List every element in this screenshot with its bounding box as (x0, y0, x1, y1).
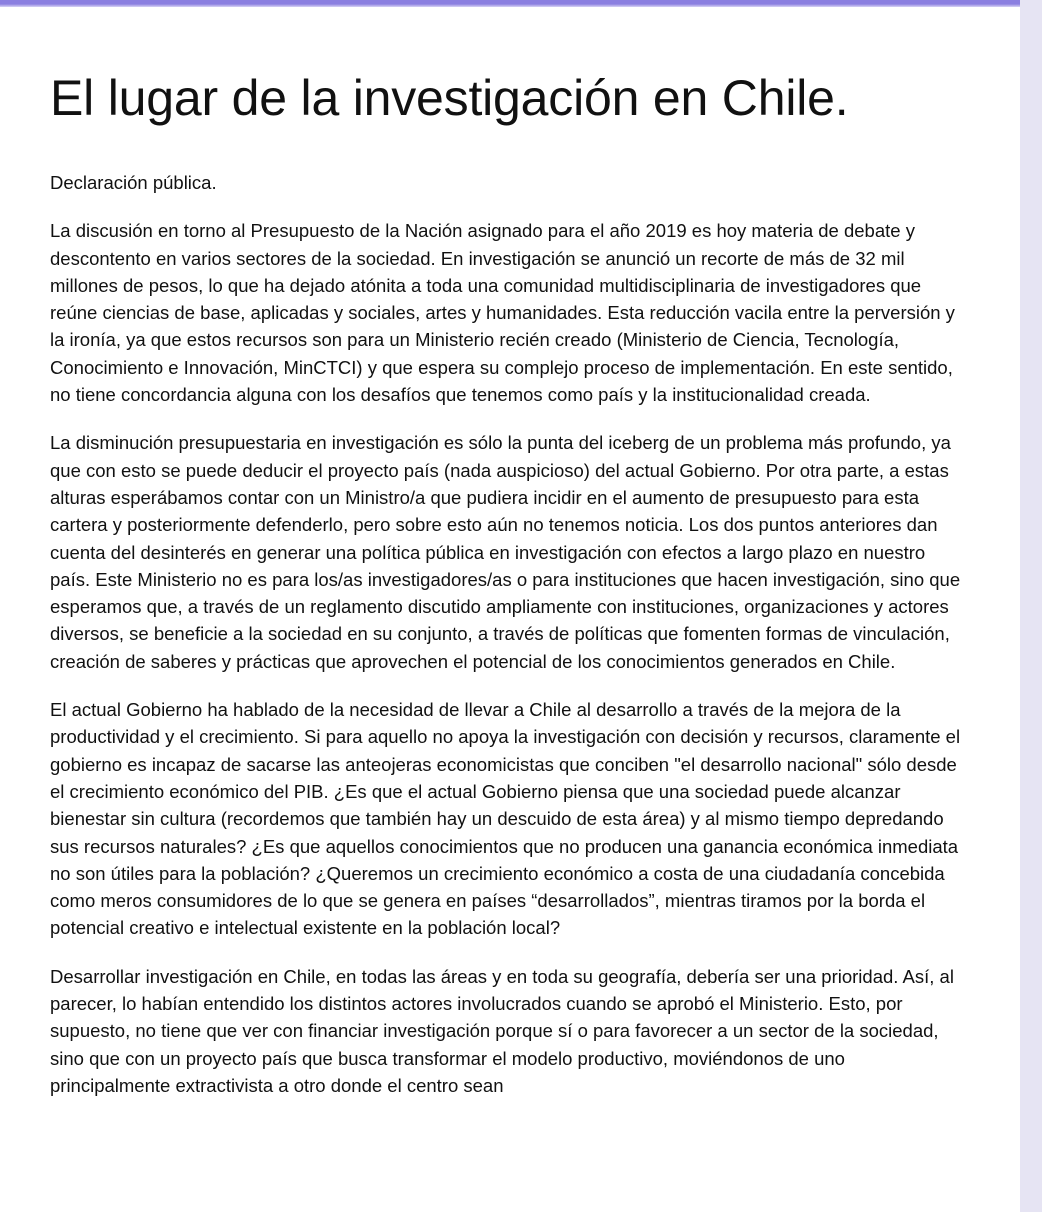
document-subtitle: Declaración pública. (50, 172, 217, 193)
side-scroll-gutter (1020, 0, 1042, 1212)
paragraph-3: El actual Gobierno ha hablado de la necesidad de llevar a Chile al desarrollo a través de la mejora de la productividad y el crecimiento. Si para aquello no apoya la investigación con decisión y recursos, claramente el gobierno es incapaz de sacarse las anteojeras economicistas que conciben "el desarrollo nacional" sólo desde el crecimiento económico del PIB. ¿Es que el actual Gobierno piensa que una sociedad puede alcanzar bienestar sin cultura (recordemos que también hay un descuido de esta área) y al mismo tiempo depredando sus recursos naturales? ¿Es que aquellos conocimientos que no producen una ganancia económica inmediata no son útiles para la población? ¿Queremos un crecimiento económico a costa de una ciudadanía concebida como meros consumidores de lo que se genera en países “desarrollados”, mientras tiramos por la borda el potencial creativo e intelectual existente en la población local? (50, 699, 961, 939)
top-accent-bar (0, 0, 1020, 7)
paragraph-2: La disminución presupuestaria en investigación es sólo la punta del iceberg de un problema más profundo, ya que con esto se puede deducir el proyecto país (nada auspicioso) del actual Gobierno. Por otra parte, a estas alturas esperábamos contar con un Ministro/a que pudiera incidir en el aumento de presupuesto para esta cartera y posteriormente defenderlo, pero sobre esto aún no tenemos noticia. Los dos puntos anteriores dan cuenta del desinterés en generar una política pública en investigación con efectos a largo plazo en nuestro país. Este Ministerio no es para los/as investigadores/as o para instituciones que hacen investigación, sino que esperamos que, a través de un reglamento discutido ampliamente con instituciones, organizaciones y actores diversos, se beneficie a la sociedad en su conjunto, a través de políticas que fomenten formas de vinculación, creación de saberes y prácticas que aprovechen el potencial de los conocimientos generados en Chile. (50, 432, 961, 672)
paragraph-1: La discusión en torno al Presupuesto de la Nación asignado para el año 2019 es hoy materia de debate y descontento en varios sectores de la sociedad. En investigación se anunció un recorte de más de 32 mil millones de pesos, lo que ha dejado atónita a toda una comunidad multidisciplinaria de investigadores que reúne ciencias de base, aplicadas y sociales, artes y humanidades. Esta reducción vacila entre la perversión y la ironía, ya que estos recursos son para un Ministerio recién creado (Ministerio de Ciencia, Tecnología, Conocimiento e Innovación, MinCTCI) y que espera su complejo proceso de implementación. En este sentido, no tiene concordancia alguna con los desafíos que tenemos como país y la institucionalidad creada. (50, 220, 955, 406)
paragraph-4: Desarrollar investigación en Chile, en todas las áreas y en toda su geografía, debería ser una prioridad. Así, al parecer, lo habían entendido los distintos actores involucrados cuando se aprobó el Ministerio. Esto, por supuesto, no tiene que ver con financiar investigación porque sí o para favorecer a un sector de la sociedad, sino que con un proyecto país que busca transformar el modelo productivo, moviéndonos de uno principalmente extractivista a otro donde el centro sean (50, 965, 954, 1096)
document-title: El lugar de la investigación en Chile. (50, 70, 849, 126)
document-body (50, 169, 966, 1120)
